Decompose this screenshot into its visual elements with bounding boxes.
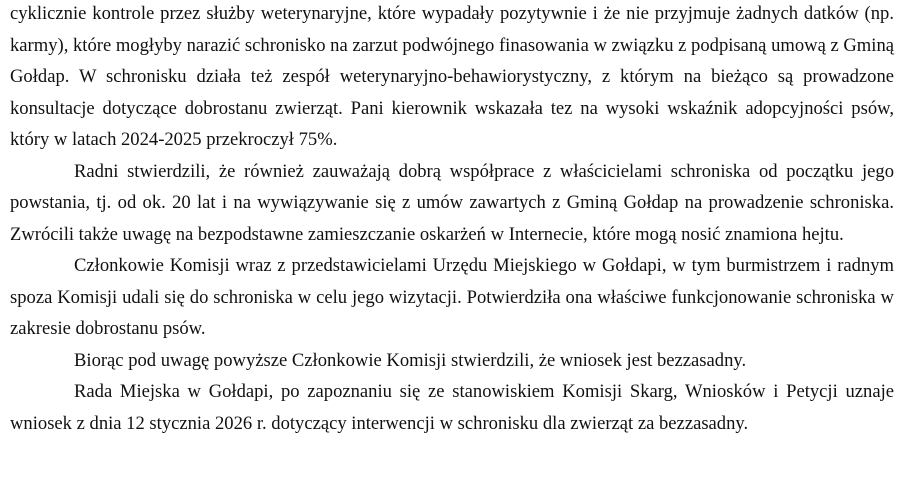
paragraph-council-resolution: Rada Miejska w Gołdapi, po zapoznaniu się ze stanowiskiem Komisji Skarg, Wniosków i Petycji uznaje wniosek z dnia 12 stycznia 2026 r. dotyczący interwencji w schronisku dla zwierząt za bezzasadny.: [10, 381, 894, 434]
paragraph-councillors-statement: Radni stwierdzili, że również zauważają dobrą współprace z właścicielami schroniska od początku jego powstania, tj. od ok. 20 lat i na wywiązywanie się z umów zawartych z Gminą Gołdap na prowadzenie schroniska. Zwrócili także uwagę na bezpodstawne zamieszczanie oskarżeń w Internecie, które mogą nosić znamiona hejtu.: [10, 160, 894, 245]
paragraph-commission-visit: Członkowie Komisji wraz z przedstawicielami Urzędu Miejskiego w Gołdapi, w tym burmistrzem i radnym spoza Komisji udali się do schroniska w celu jego wizytacji. Potwierdziła ona właściwe funkcjonowanie schroniska w zakresie dobrostanu psów.: [10, 255, 894, 339]
paragraph-continuation: cyklicznie kontrole przez służby weterynaryjne, które wypadały pozytywnie i że nie przyjmuje żadnych datków (np. karmy), które mogłyby narazić schronisko na zarzut podwójnego finasowania w związku z podpisaną umową z Gminą Gołdap. W schronisku działa też zespół weterynaryjno-behawiorystyczny, z którym na bieżąco są prowadzone konsultacje dotyczące dobrostanu zwierząt. Pani kierownik wskazała tez na wysoki wskaźnik adopcyjności psów, który w latach 2024-2025 przekroczył 75%.: [10, 3, 894, 150]
paragraph-commission-conclusion: Biorąc pod uwagę powyższe Członkowie Komisji stwierdzili, że wniosek jest bezzasadny.: [74, 349, 747, 371]
